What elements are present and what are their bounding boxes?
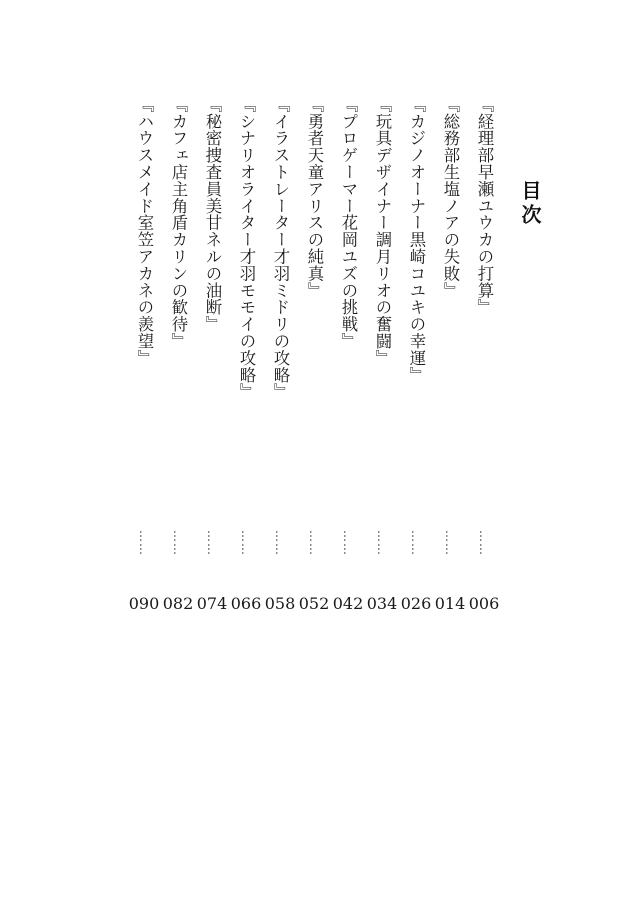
toc-entry[interactable] [365,96,399,616]
toc-entry[interactable] [195,96,229,616]
entry-title: 『イラストレーター才羽ミドリの攻略』 [271,96,290,401]
toc-entry[interactable] [229,96,263,616]
toc-entry[interactable] [399,96,433,616]
toc-entry[interactable] [127,96,161,616]
entry-leader-dots: …… [443,530,457,556]
entry-leader-dots: …… [341,530,355,556]
entry-title: 『勇者天童アリスの純真』 [305,96,324,299]
entry-page-number: 052 [298,594,330,613]
entry-leader-dots: …… [239,530,253,556]
entry-title: 『ハウスメイド室笠アカネの羨望』 [135,96,154,367]
entry-page-number: 066 [230,594,262,613]
entry-leader-dots: …… [375,530,389,556]
entry-leader-dots: …… [307,530,321,556]
entry-title: 『カフェ店主角盾カリンの歓待』 [169,96,188,350]
entry-title: 『シナリオライター才羽モモイの攻略』 [237,96,256,401]
toc-entry[interactable] [331,96,365,616]
toc-entry[interactable] [297,96,331,616]
entry-page-number: 034 [366,594,398,613]
entry-page-number: 058 [264,594,296,613]
toc-entry[interactable] [161,96,195,616]
toc-heading: 目次 [518,180,542,228]
entry-title: 『秘密捜査員美甘ネルの油断』 [203,96,222,333]
entry-page-number: 006 [468,594,500,613]
toc-entry[interactable] [263,96,297,616]
entry-page-number: 026 [400,594,432,613]
entry-leader-dots: …… [477,530,491,556]
entry-page-number: 042 [332,594,364,613]
toc-entry[interactable] [467,96,501,616]
entry-title: 『経理部早瀬ユウカの打算』 [475,96,494,316]
entry-leader-dots: …… [205,530,219,556]
entry-title: 『カジノオーナー黒崎コユキの幸運』 [407,96,426,384]
entry-title: 『総務部生塩ノアの失敗』 [441,96,460,299]
toc-entry[interactable] [433,96,467,616]
entry-page-number: 082 [162,594,194,613]
entry-title: 『玩具デザイナー調月リオの奮闘』 [373,96,392,367]
entry-page-number: 090 [128,594,160,613]
entry-leader-dots: …… [171,530,185,556]
entry-leader-dots: …… [409,530,423,556]
entry-title: 『プロゲーマー花岡ユズの挑戦』 [339,96,358,350]
entry-page-number: 074 [196,594,228,613]
entry-leader-dots: …… [137,530,151,556]
entry-page-number: 014 [434,594,466,613]
entry-leader-dots: …… [273,530,287,556]
